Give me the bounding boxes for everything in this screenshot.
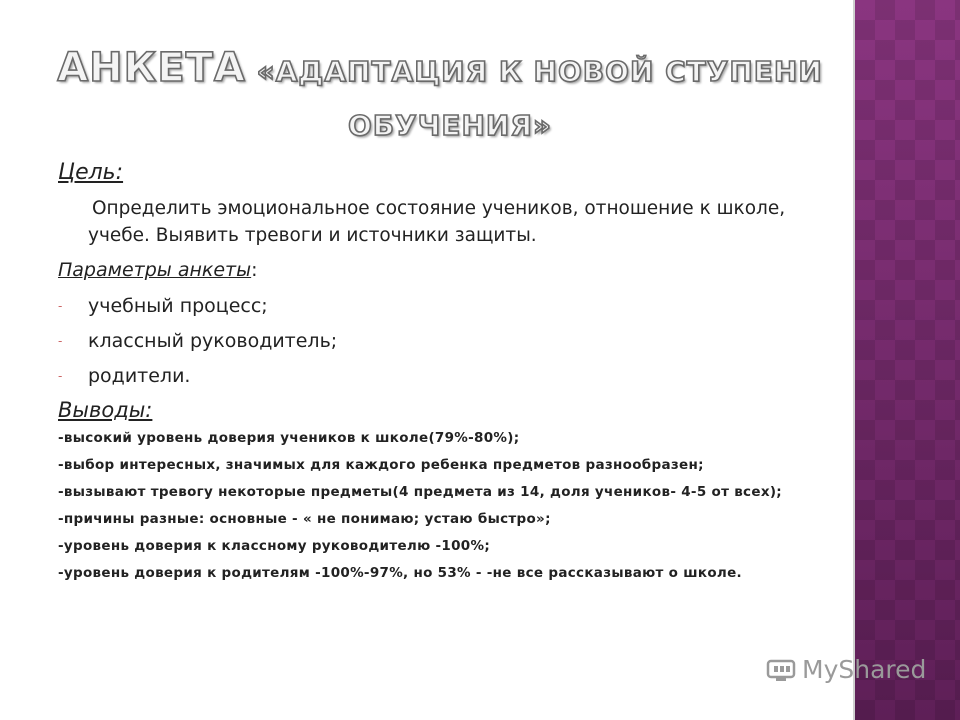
slide-title xyxy=(40,45,840,142)
bullet-dash: - xyxy=(58,334,63,348)
bullet-dash: - xyxy=(58,299,63,313)
params-heading-colon: : xyxy=(251,259,258,281)
params-heading-label: Параметры анкеты xyxy=(58,259,252,281)
conclusion-item: -выбор интересных, значимых для каждого ребенка предметов разнообразен; xyxy=(58,457,704,473)
conclusion-item: -уровень доверия к родителям -100%-97%, но 53% - -не все рассказывают о школе. xyxy=(58,565,742,581)
goal-heading: Цель: xyxy=(58,160,124,185)
list-item-label: родители. xyxy=(88,365,191,387)
params-list xyxy=(58,289,798,394)
list-item-label: учебный процесс; xyxy=(88,295,268,317)
list-item xyxy=(58,359,798,394)
list-item-label: классный руководитель; xyxy=(88,330,338,352)
goal-text-body: Определить эмоциональное состояние учеников, отношение к школе, учебе. Выявить тревоги и источники защиты. xyxy=(88,198,786,246)
conclusions-list xyxy=(58,430,798,582)
conclusion-item: -высокий уровень доверия учеников к школе(79%-80%); xyxy=(58,430,520,446)
goal-text xyxy=(88,195,798,249)
conclusion-item: -вызывают тревогу некоторые предметы(4 предмета из 14, доля учеников- 4-5 от всех); xyxy=(58,484,782,500)
title-rest: «АДАПТАЦИЯ К НОВОЙ СТУПЕНИ xyxy=(245,55,823,88)
conclusions-heading: Выводы: xyxy=(58,398,153,422)
watermark xyxy=(766,655,926,684)
params-heading xyxy=(58,259,798,281)
bullet-dash: - xyxy=(58,369,63,383)
slide-content xyxy=(58,160,798,592)
title-big: АНКЕТА xyxy=(57,45,246,91)
myshared-logo-icon xyxy=(766,657,796,683)
decorative-side-panel xyxy=(855,0,960,720)
conclusion-item: -причины разные: основные - « не понимаю; устаю быстро»; xyxy=(58,511,551,527)
list-item xyxy=(58,324,798,359)
watermark-text: MyShared xyxy=(802,655,927,684)
list-item xyxy=(58,289,798,324)
title-line-1 xyxy=(40,45,840,91)
conclusion-item: -уровень доверия к классному руководителю -100%; xyxy=(58,538,491,554)
title-line-2: ОБУЧЕНИЯ» xyxy=(347,109,552,142)
